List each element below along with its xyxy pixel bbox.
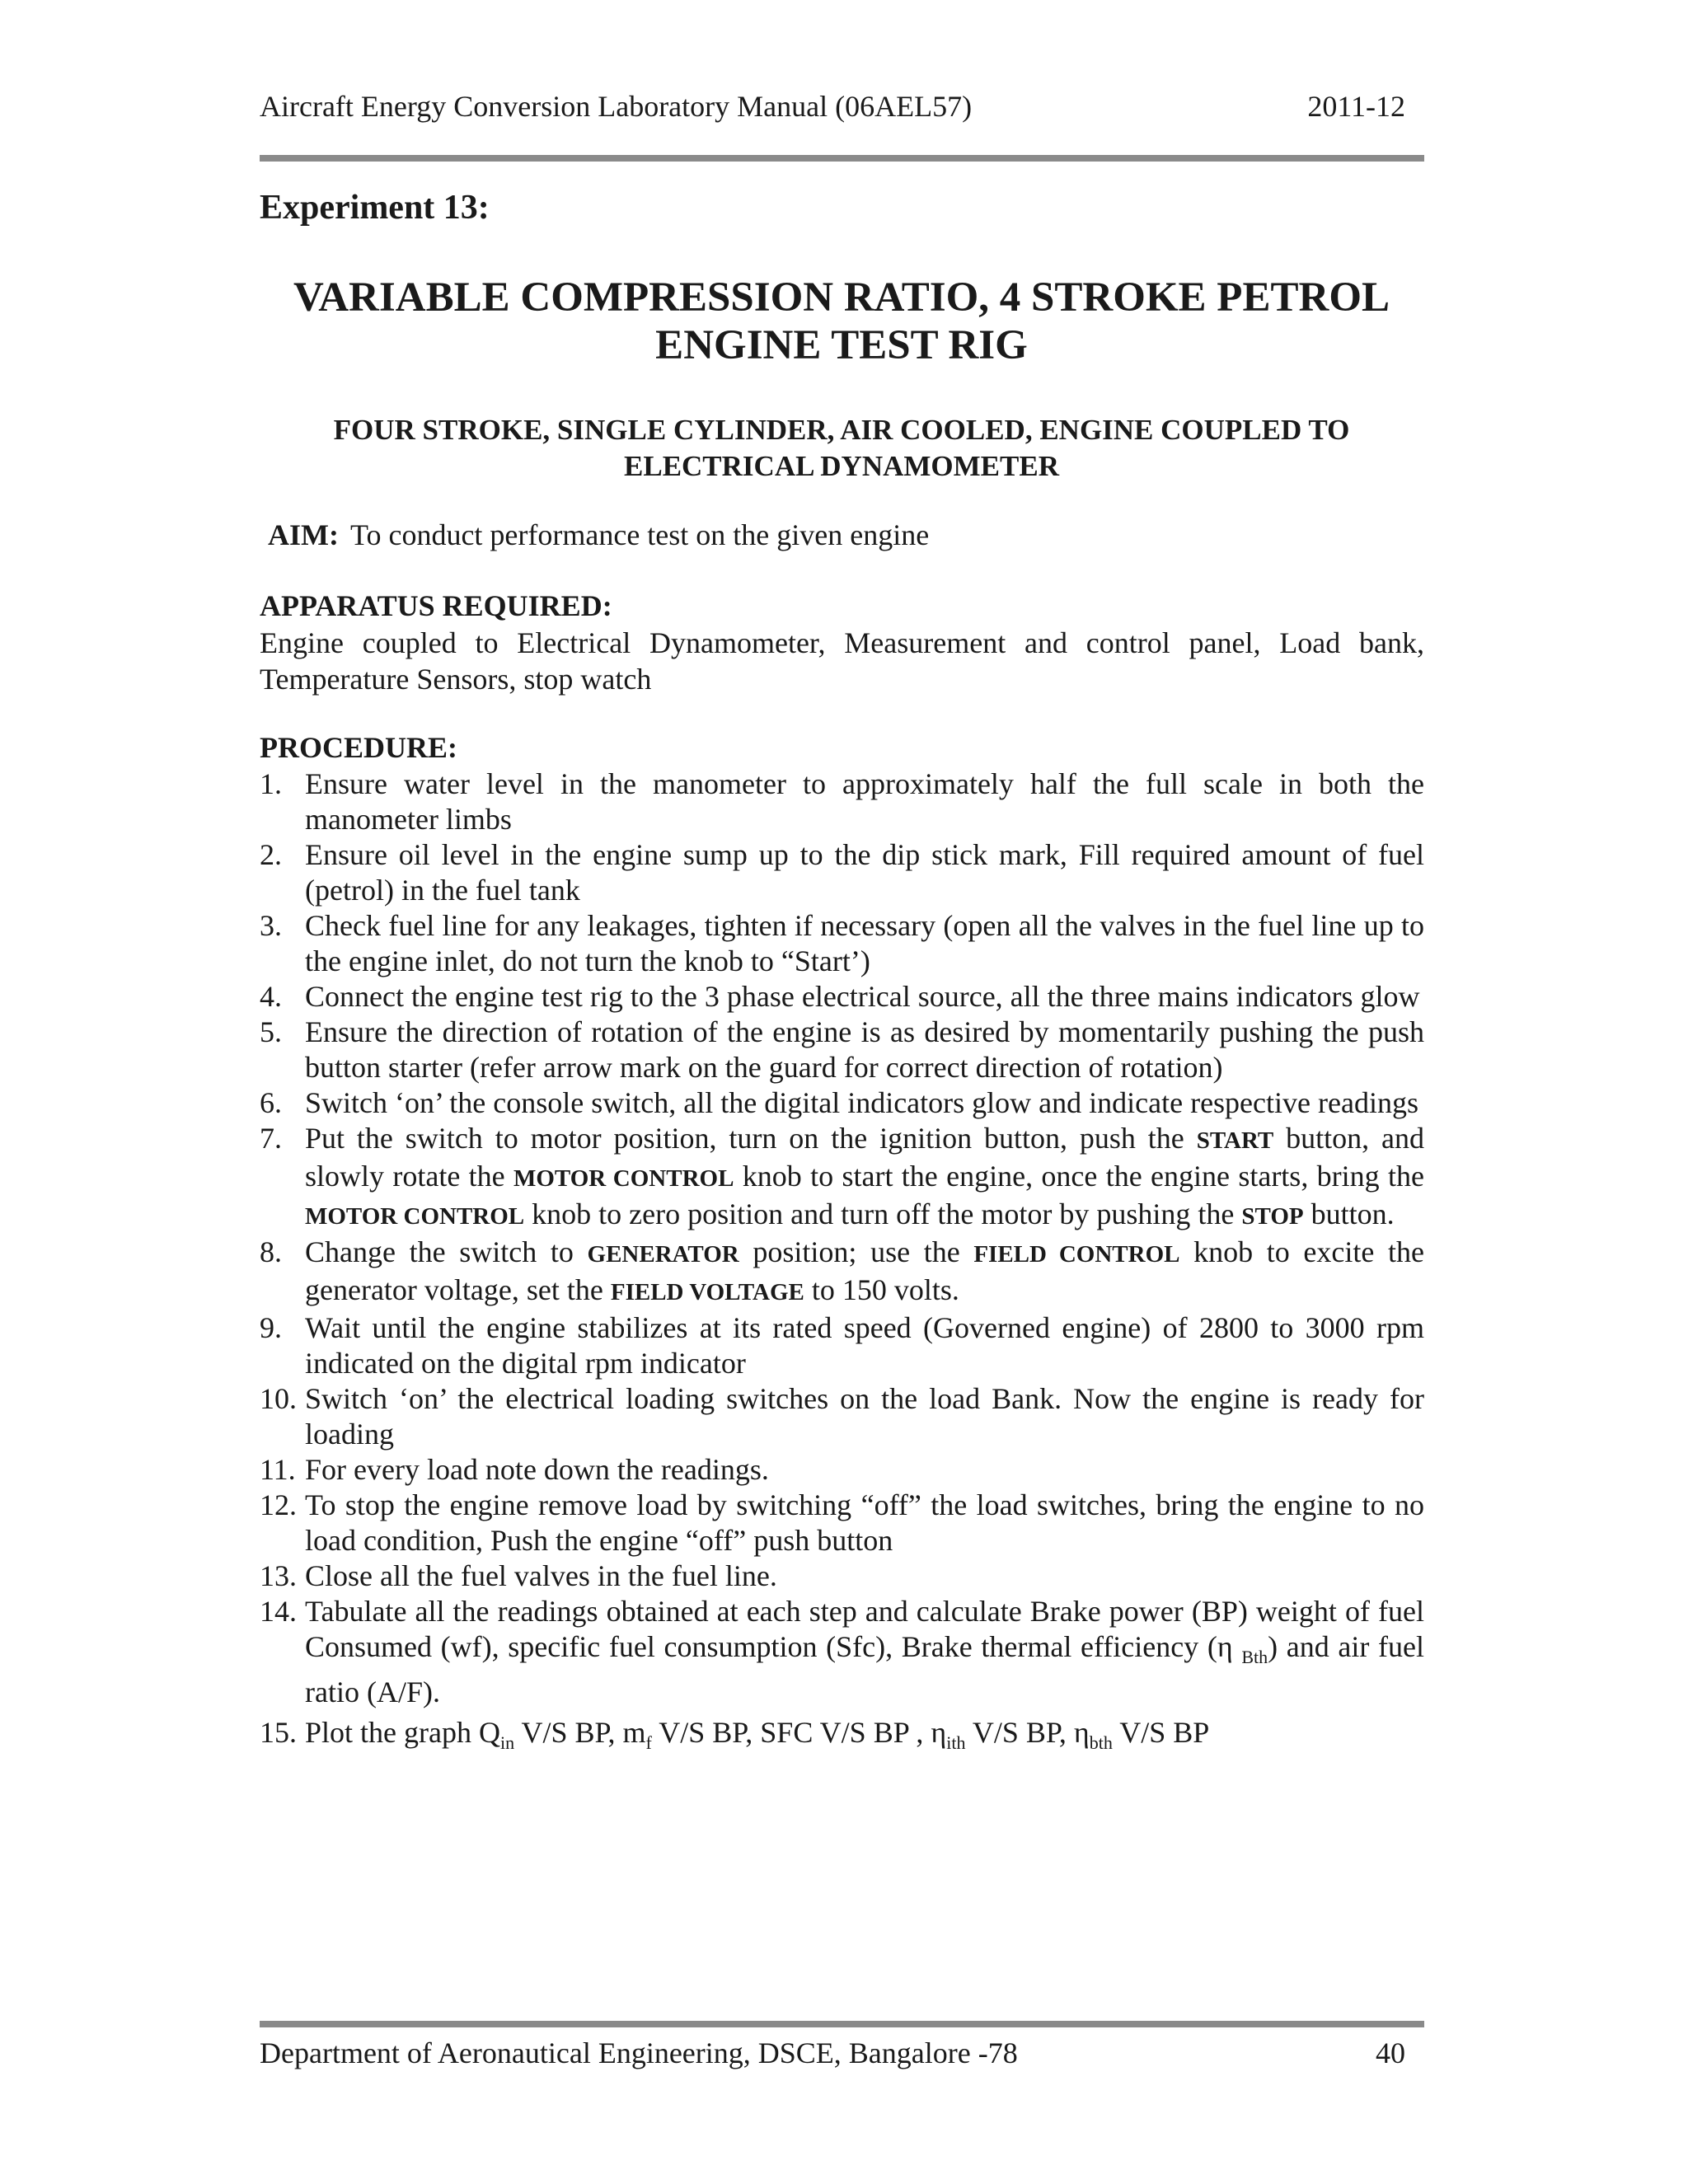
page-header (260, 89, 1423, 135)
procedure-step: 13. Close all the fuel valves in the fuel line. (260, 1559, 777, 1592)
footer-divider (260, 2021, 1424, 2027)
procedure-step: 12. To stop the engine remove load by switching “off” the load switches, bring the engine to no load condition, Push the engine “off” push button (260, 1488, 1424, 1557)
procedure-step: 9. Wait until the engine stabilizes at its rated speed (Governed engine) of 2800 to 3000 rpm indicated on the digital rpm indicator (260, 1311, 1424, 1380)
procedure-step: 6. Switch ‘on’ the console switch, all the digital indicators glow and indicate respective readings (260, 1086, 1418, 1119)
procedure-step: 2. Ensure oil level in the engine sump up to the dip stick mark, Fill required amount of fuel (petrol) in the fuel tank (260, 838, 1424, 907)
subtitle-line-1: FOUR STROKE, SINGLE CYLINDER, AIR COOLED, ENGINE COUPLED TO (333, 414, 1350, 446)
motor-control-label: MOTOR CONTROL (513, 1165, 734, 1192)
procedure-list (260, 766, 1424, 1760)
procedure-step: 15. Plot the graph $Q_{in}$ V/S BP, $m_f$ V/S BP, SFC V/S BP , $\eta_{ith}$ V/S BP, $\eta_{bth}$ V/S BP (260, 1716, 1210, 1754)
aim-text: To conduct performance test on the given engine (349, 518, 930, 551)
start-label: START (1196, 1127, 1274, 1154)
page-subtitle (260, 412, 1423, 485)
header-divider (260, 155, 1424, 162)
title-line-2: ENGINE TEST RIG (655, 322, 1028, 368)
motor-control-label: MOTOR CONTROL (305, 1203, 525, 1230)
procedure-heading: PROCEDURE: (260, 731, 457, 764)
experiment-number: Experiment 13: (260, 189, 490, 227)
aim-section (268, 518, 929, 552)
field-voltage-label: FIELD VOLTAGE (610, 1279, 804, 1305)
apparatus-text: Engine coupled to Electrical Dynamometer, Measurement and control panel, Load bank, Temperature Sensors, stop watch (260, 626, 1424, 696)
generator-label: GENERATOR (587, 1241, 739, 1268)
page-number: 40 (1376, 2036, 1405, 2069)
page-title (260, 274, 1423, 369)
title-line-1: VARIABLE COMPRESSION RATIO, 4 STROKE PETROL (293, 274, 1390, 321)
procedure-step: 1. Ensure water level in the manometer to approximately half the full scale in both the manometer limbs (260, 767, 1424, 836)
field-control-label: FIELD CONTROL (973, 1241, 1180, 1268)
procedure-step: 3. Check fuel line for any leakages, tighten if necessary (open all the valves in the fuel line up to the engine inlet, do not turn the knob to “Start’) (260, 909, 1424, 977)
procedure-step: 4. Connect the engine test rig to the 3 phase electrical source, all the three mains indicators glow (260, 980, 1420, 1013)
aim-label: AIM: (268, 518, 339, 551)
procedure-step: 5. Ensure the direction of rotation of the engine is as desired by momentarily pushing the push button starter (refer arrow mark on the guard for correct direction of rotation) (260, 1015, 1424, 1084)
subtitle-line-2: ELECTRICAL DYNAMOMETER (624, 450, 1059, 482)
procedure-step: 11. For every load note down the readings. (260, 1453, 769, 1486)
procedure-step: 14. Tabulate all the readings obtained at each step and calculate Brake power (BP) weight of fuel Consumed (wf), specific fuel consumption (Sfc), Brake thermal efficiency (η $_{Bth}$) and air fuel ratio (A/F). (260, 1595, 1425, 1709)
header-year: 2011-12 (1307, 90, 1405, 123)
apparatus-heading: APPARATUS REQUIRED: (260, 589, 612, 622)
stop-label: STOP (1241, 1203, 1304, 1230)
procedure-step: 10. Switch ‘on’ the electrical loading switches on the load Bank. Now the engine is ready for loading (260, 1382, 1424, 1451)
footer-department: Department of Aeronautical Engineering, DSCE, Bangalore -78 (260, 2036, 1018, 2069)
procedure-step: 8. Change the switch to GENERATOR position; use the FIELD CONTROL knob to excite the generator voltage, set the FIELD VOLTAGE to 150 volts. (260, 1235, 1424, 1306)
header-manual-title: Aircraft Energy Conversion Laboratory Manual (06AEL57) (260, 90, 973, 123)
procedure-step: 7. Put the switch to motor position, turn on the ignition button, push the START button, and slowly rotate the MOTOR CONTROL knob to start the engine, once the engine starts, bring the MOTOR CONTROL knob to zero position and turn off the motor by pushing the STOP button. (260, 1122, 1425, 1230)
